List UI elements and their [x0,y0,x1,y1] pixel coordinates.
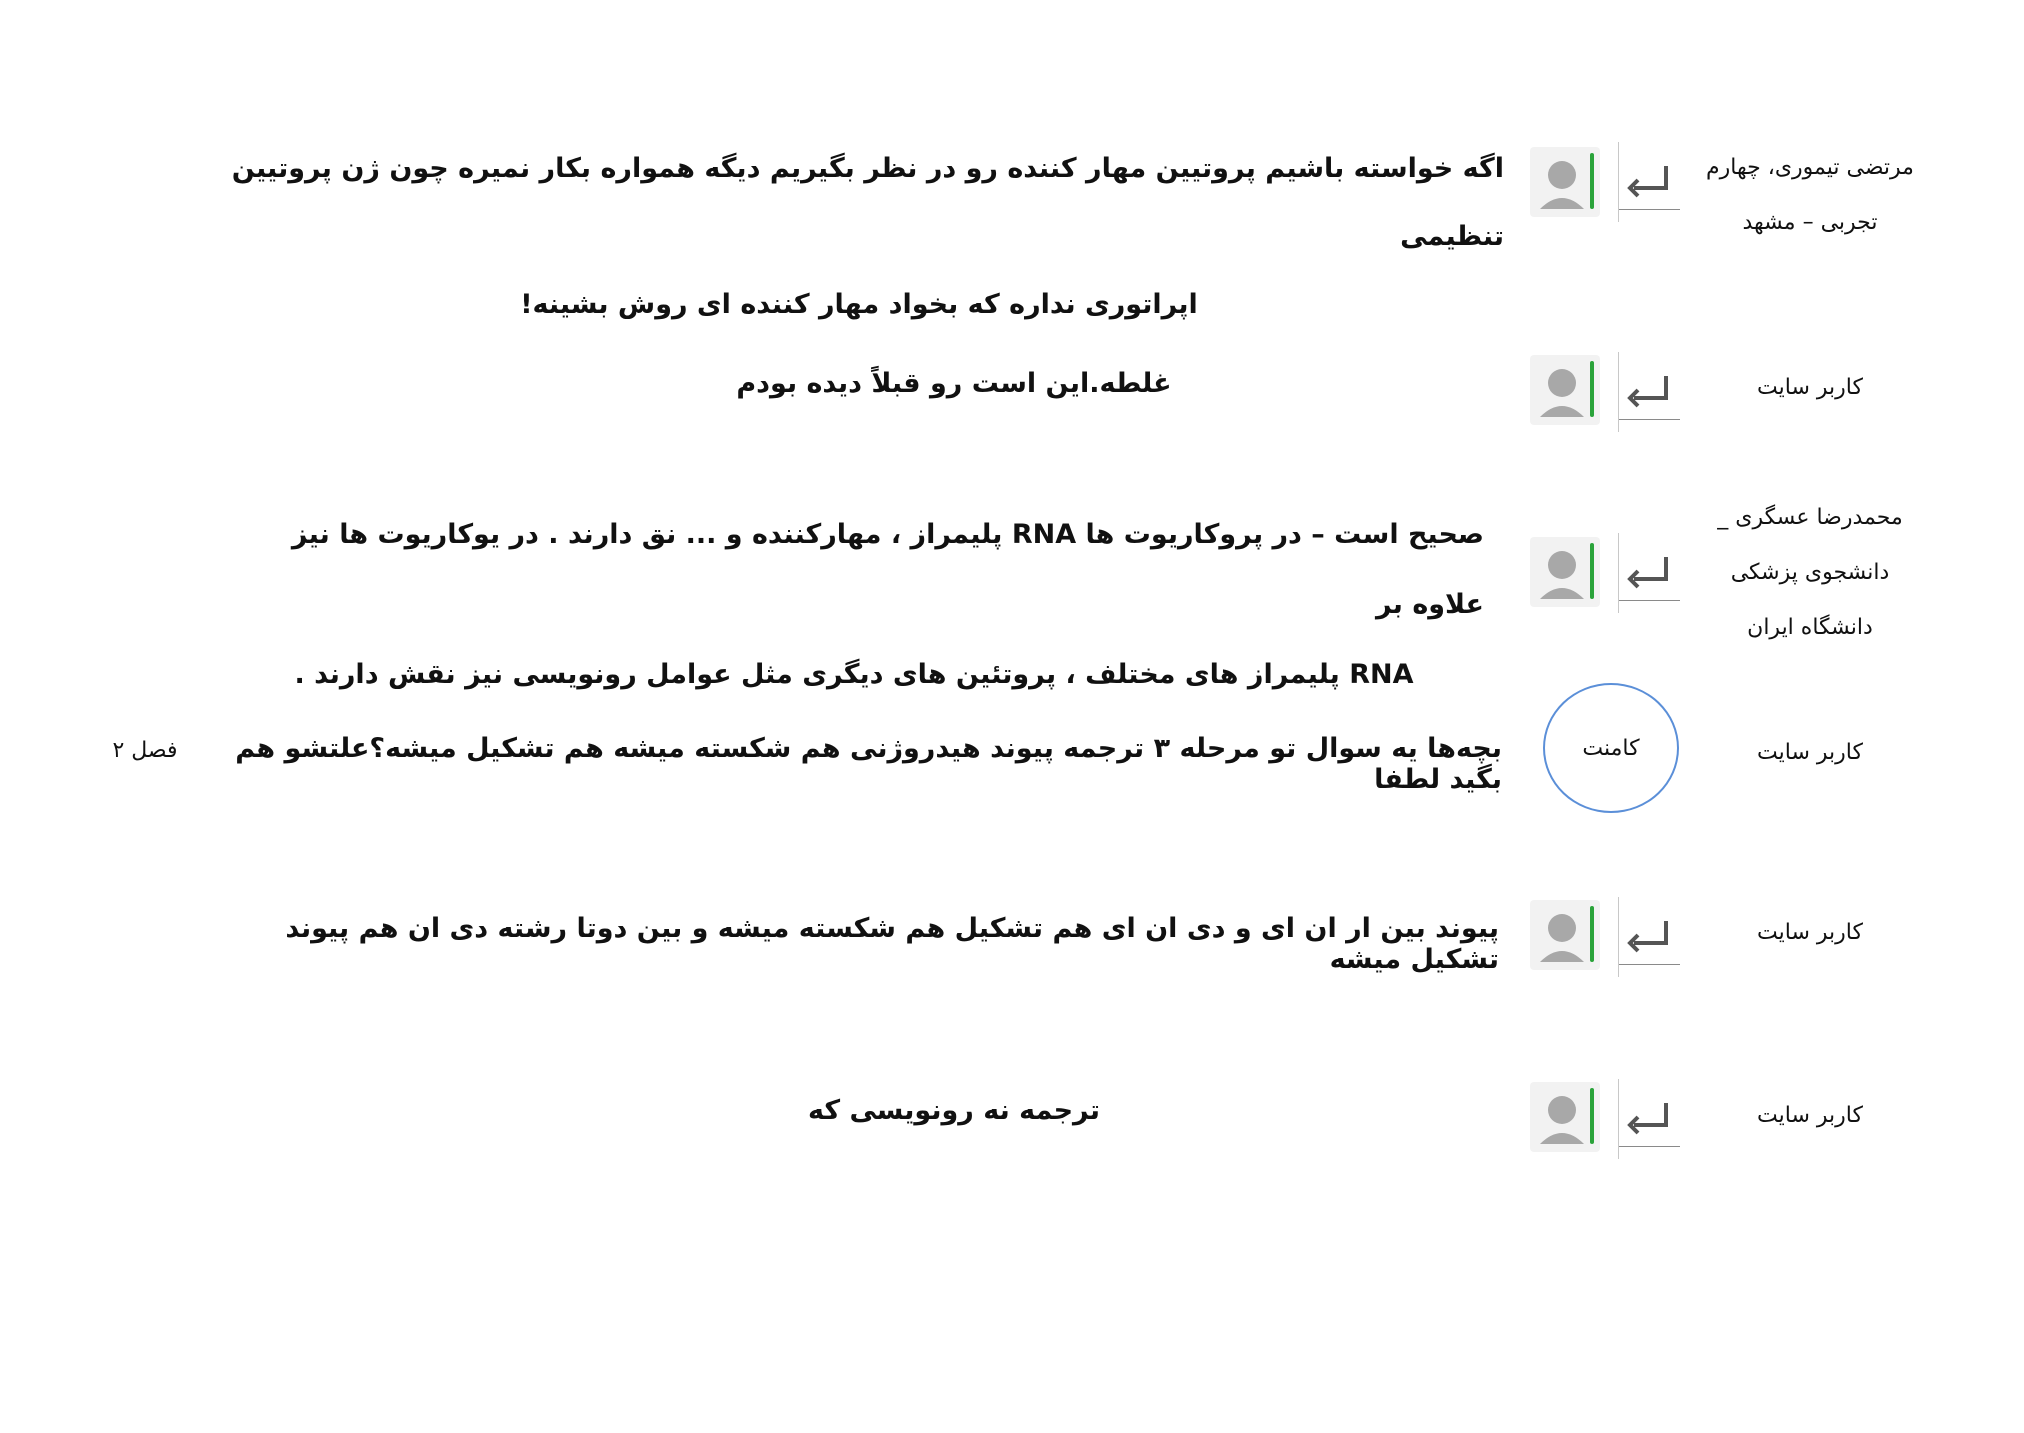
comment-text: ترجمه نه رونویسی که [808,1095,1100,1126]
reply-icon[interactable] [1618,907,1680,965]
reply-icon[interactable] [1618,543,1680,601]
comment-author: کاربر سایت [1757,375,1863,400]
reply-icon[interactable] [1618,362,1680,420]
comment-text: اگه خواسته باشیم پروتیین مهار کننده رو در نظر بگیریم دیگه همواره بکار نمیره چون ژن پروتیین تنظیمی اپراتوری نداره که بخواد مهار کننده ای روش بشینه! [231,153,1504,320]
user-avatar-icon [1530,537,1600,607]
comment-author: کاربر سایت [1757,1103,1863,1128]
comment-author: مرتضی تیموری، چهارم تجربی – مشهد [1706,155,1914,235]
comment-text: پیوند بین ار ان ای و دی ان ای هم تشکیل هم شکسته میشه و بین دوتا رشته دی ان هم پیوند تشکیل میشه [285,913,1499,975]
comment-text: صحیح است – در پروکاریوت ها RNA پلیمراز ، مهارکننده و ... نق دارند . در یوکاریوت ها نیز علاوه بر RNA پلیمراز های مختلف ، پروتئین های دیگری مثل عوامل رونویسی نیز نقش دارند . [291,519,1484,690]
user-avatar-icon [1530,147,1600,217]
user-avatar-icon [1530,1082,1600,1152]
chapter-label: فصل ۲ [112,738,178,763]
user-avatar-icon [1530,900,1600,970]
comment-text: بچه‌ها یه سوال تو مرحله ۳ ترجمه پیوند هیدروژنی هم شکسته میشه هم تشکیل میشه؟علتشو هم بگید لطفا [235,733,1502,795]
reply-icon[interactable] [1618,152,1680,210]
comment-circle-badge[interactable]: کامنت [1543,683,1679,813]
comment-author: محمدرضا عسگری _ دانشجوی پزشکی دانشگاه ایران [1717,505,1903,640]
reply-icon[interactable] [1618,1089,1680,1147]
comment-text: غلطه.این است رو قبلاً دیده بودم [736,368,1172,399]
comment-author: کاربر سایت [1757,920,1863,945]
user-avatar-icon [1530,355,1600,425]
comment-author: کاربر سایت [1757,740,1863,765]
